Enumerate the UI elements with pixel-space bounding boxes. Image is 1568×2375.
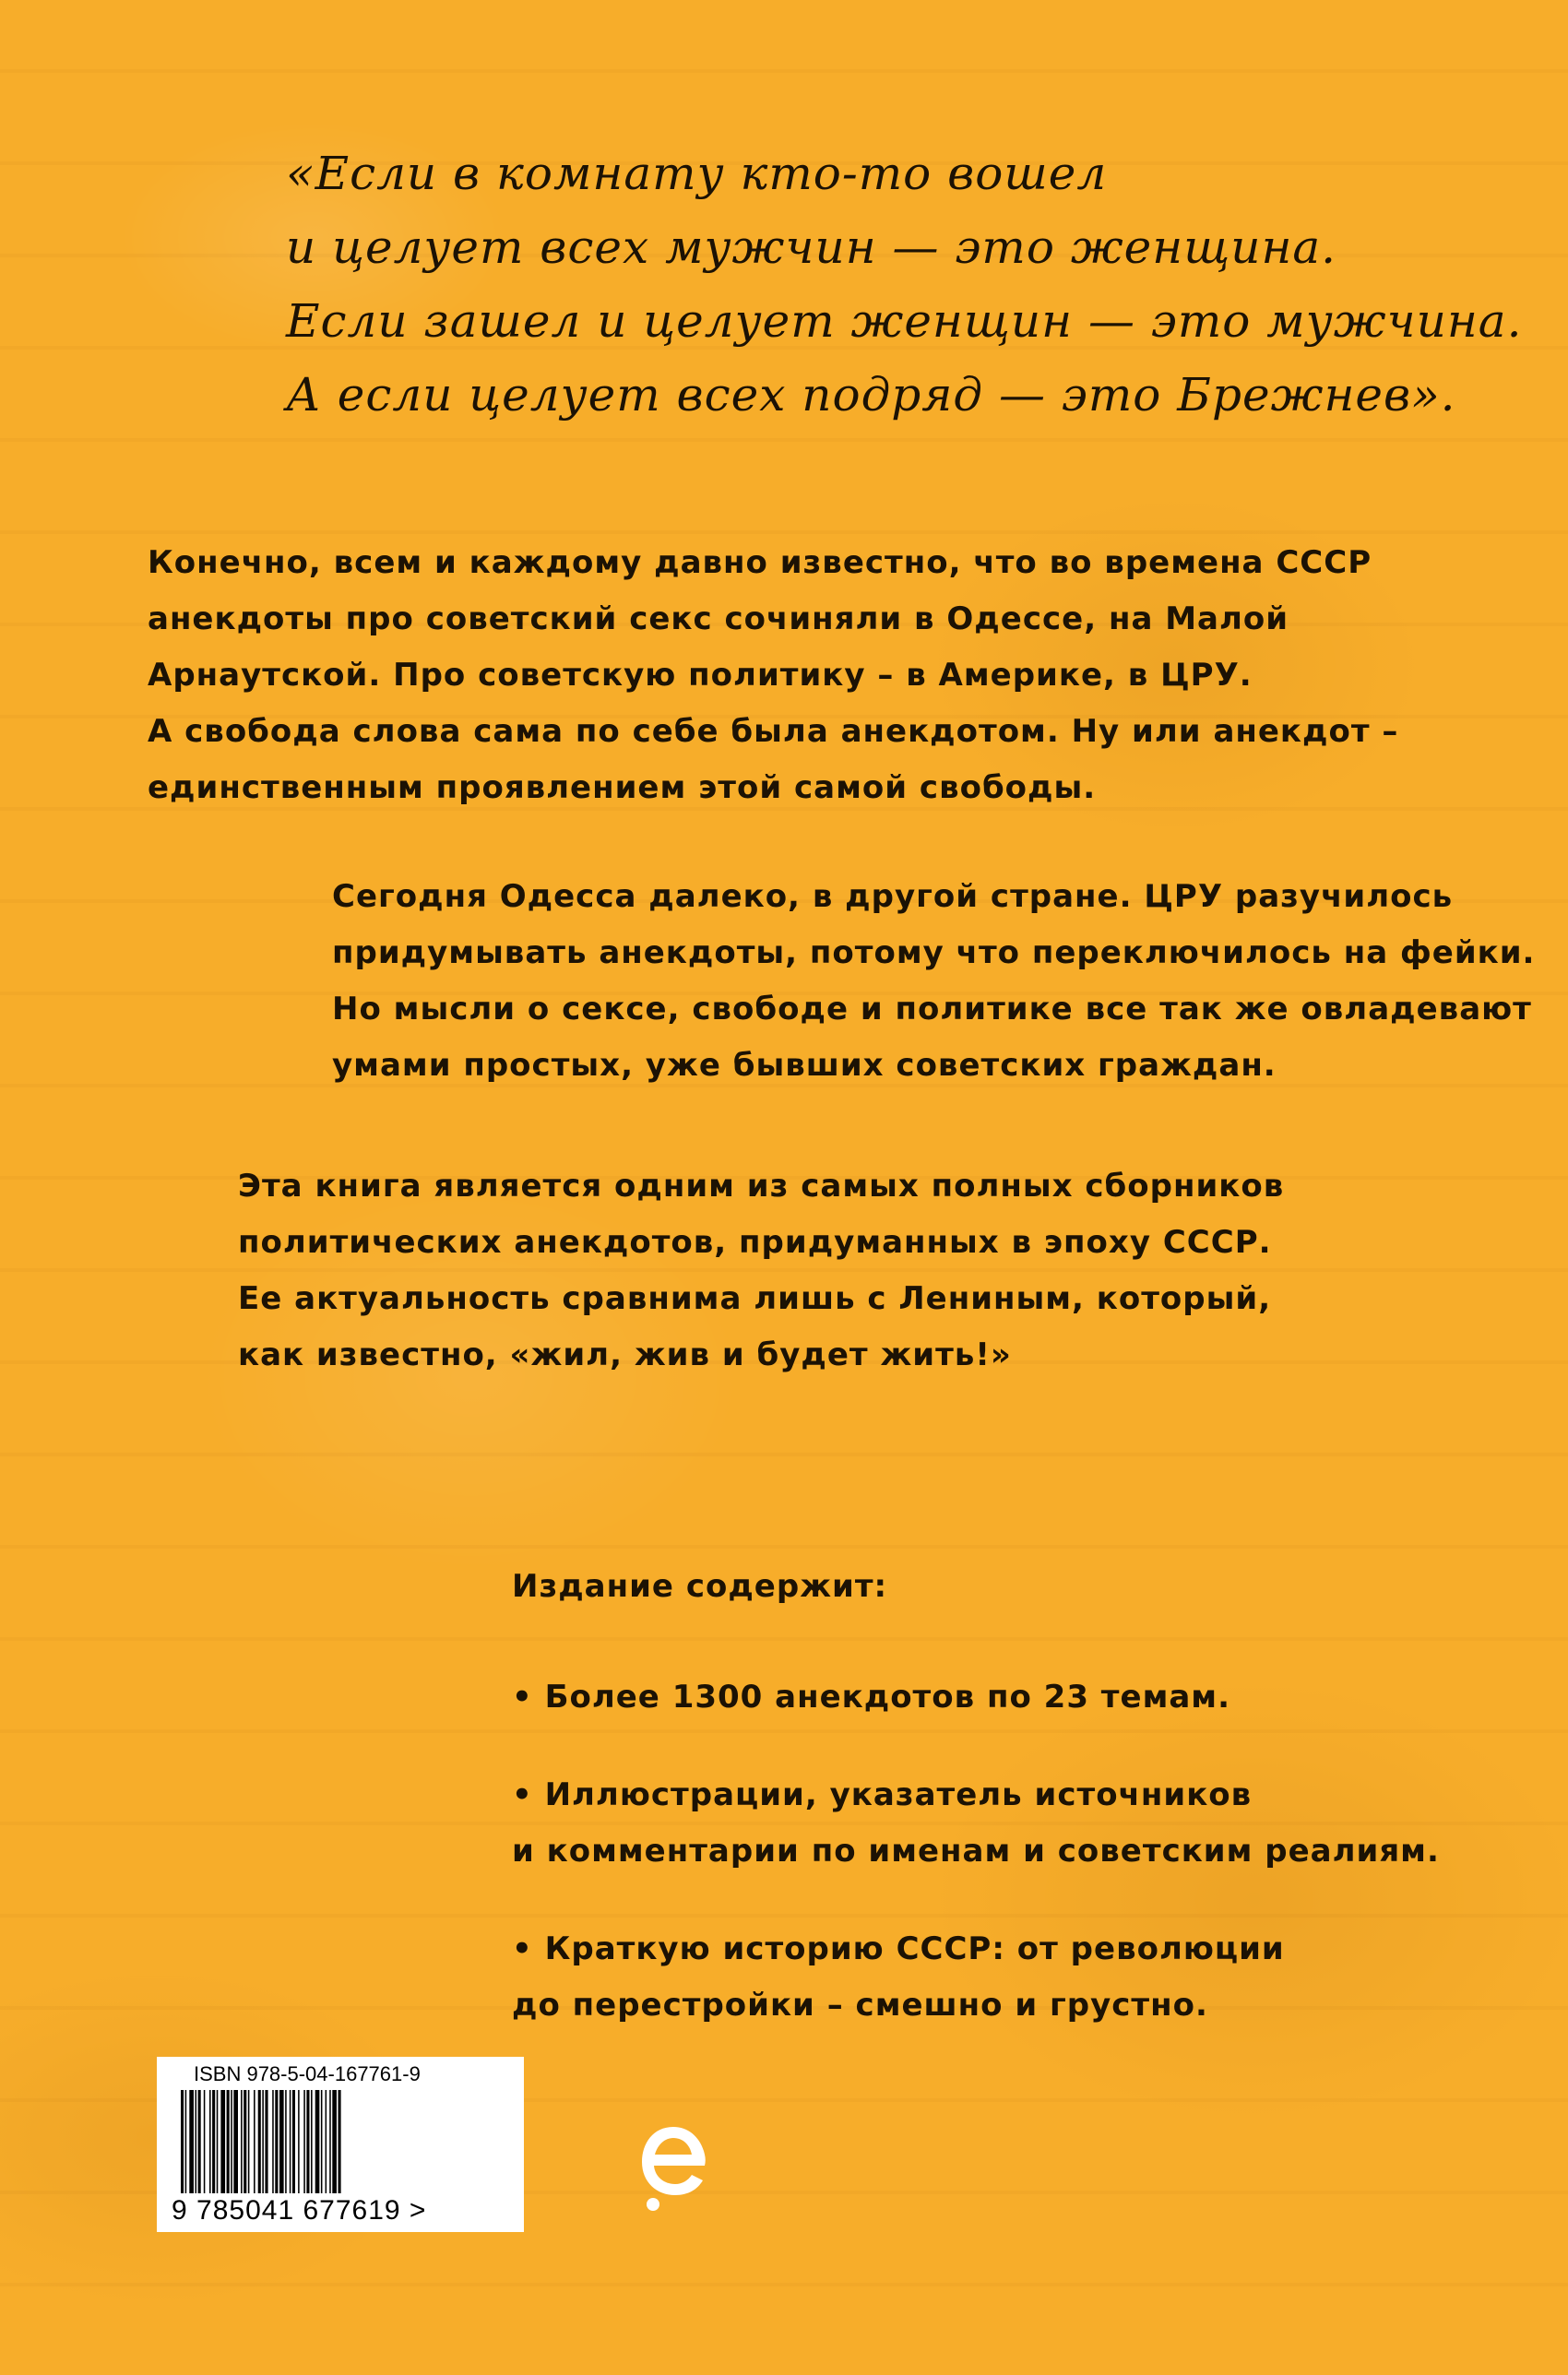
paragraph-line: Но мысли о сексе, свободе и политике все так же овладевают [332,991,1532,1027]
barcode-bar [185,2090,187,2193]
isbn-label: ISBN 978-5-04-167761-9 [194,2062,421,2085]
barcode-bar [321,2090,323,2193]
barcode-bars [181,2090,448,2193]
contents-item [512,1669,1440,1726]
barcode-bar [212,2090,215,2193]
barcode-bar [285,2090,287,2193]
paragraph-line: Конечно, всем и каждому давно известно, что во времена СССР [148,544,1372,581]
barcode-bar [231,2090,232,2193]
paragraph-line: Ее актуальность сравнима лишь с Лениным, который, [238,1280,1272,1317]
paragraph-line: как известно, «жил, жив и будет жить!» [238,1336,1012,1373]
barcode-bar [275,2090,278,2193]
barcode-bar [196,2090,197,2193]
paragraph-line: А свобода слова сама по себе была анекдотом. Ну или анекдот – [148,713,1399,750]
barcode-bar [290,2090,291,2193]
isbn-barcode [157,2057,524,2232]
paragraph-line: политических анекдотов, придуманных в эпоху СССР. [238,1224,1272,1261]
barcode-bar [329,2090,331,2193]
quote-line: А если целует всех подряд — это Брежнев». [286,368,1456,422]
barcode-bar [244,2090,246,2193]
barcode-bar [298,2090,300,2193]
contents-item [512,1921,1440,2034]
paragraph-line: единственным проявлением этой самой свободы. [148,769,1097,806]
book-description-paragraph [238,1158,1284,1383]
barcode-bar [233,2090,238,2193]
eksmo-logo-icon [636,2120,710,2212]
contents-item-line: • Иллюстрации, указатель источников [512,1776,1253,1813]
paragraph-line: придумывать анекдоты, потому что переключилось на фейки. [332,934,1536,971]
intro-paragraph [148,535,1398,816]
barcode-bar [204,2090,206,2193]
barcode-bar [339,2090,341,2193]
isbn-digits: 9 785041 677619 > [172,2195,427,2226]
barcode-bar [265,2090,267,2193]
barcode-bar [220,2090,225,2193]
epigraph-quote [286,137,1523,432]
paragraph-line: анекдоты про советский секс сочиняли в Одессе, на Малой [148,600,1289,637]
paragraph-line: Эта книга является одним из самых полных сборников [238,1168,1285,1205]
paragraph-line: Сегодня Одесса далеко, в другой стране. ЦРУ разучилось [332,878,1454,915]
barcode-bar [279,2090,284,2193]
barcode-bar [241,2090,243,2193]
contents-item-line: до перестройки – смешно и грустно. [512,1987,1208,2024]
barcode-bar [262,2090,264,2193]
contents-item-line: • Более 1300 анекдотов по 23 темам. [512,1679,1231,1716]
quote-line: Если зашел и целует женщин — это мужчина. [286,294,1523,348]
barcode-bar [332,2090,337,2193]
barcode-bar [189,2090,194,2193]
barcode-bar [292,2090,295,2193]
paragraph-line: Арнаутской. Про советскую политику – в Америке, в ЦРУ. [148,657,1253,694]
barcode-bar [315,2090,320,2193]
quote-line: «Если в комнату кто-то вошел [286,147,1108,200]
today-paragraph [332,869,1535,1094]
barcode-bar [198,2090,201,2193]
contents-item [512,1767,1440,1880]
edition-contents [512,1559,1440,2075]
barcode-bar [306,2090,309,2193]
contents-heading: Издание содержит: [512,1568,888,1605]
barcode-bar [248,2090,250,2193]
barcode-bar [326,2090,327,2193]
barcode-bar [258,2090,261,2193]
contents-item-line: и комментарии по именам и советским реалиям. [512,1833,1440,1870]
barcode-bar [303,2090,305,2193]
barcode-bar [311,2090,313,2193]
barcode-bar [227,2090,230,2193]
barcode-bar [181,2090,184,2193]
contents-item-line: • Краткую историю СССР: от революции [512,1930,1285,1967]
barcode-bar [209,2090,211,2193]
barcode-bar [254,2090,255,2193]
barcode-bar [272,2090,274,2193]
quote-line: и целует всех мужчин — это женщина. [286,220,1337,274]
paragraph-line: умами простых, уже бывших советских граждан. [332,1047,1277,1084]
barcode-bar [217,2090,219,2193]
